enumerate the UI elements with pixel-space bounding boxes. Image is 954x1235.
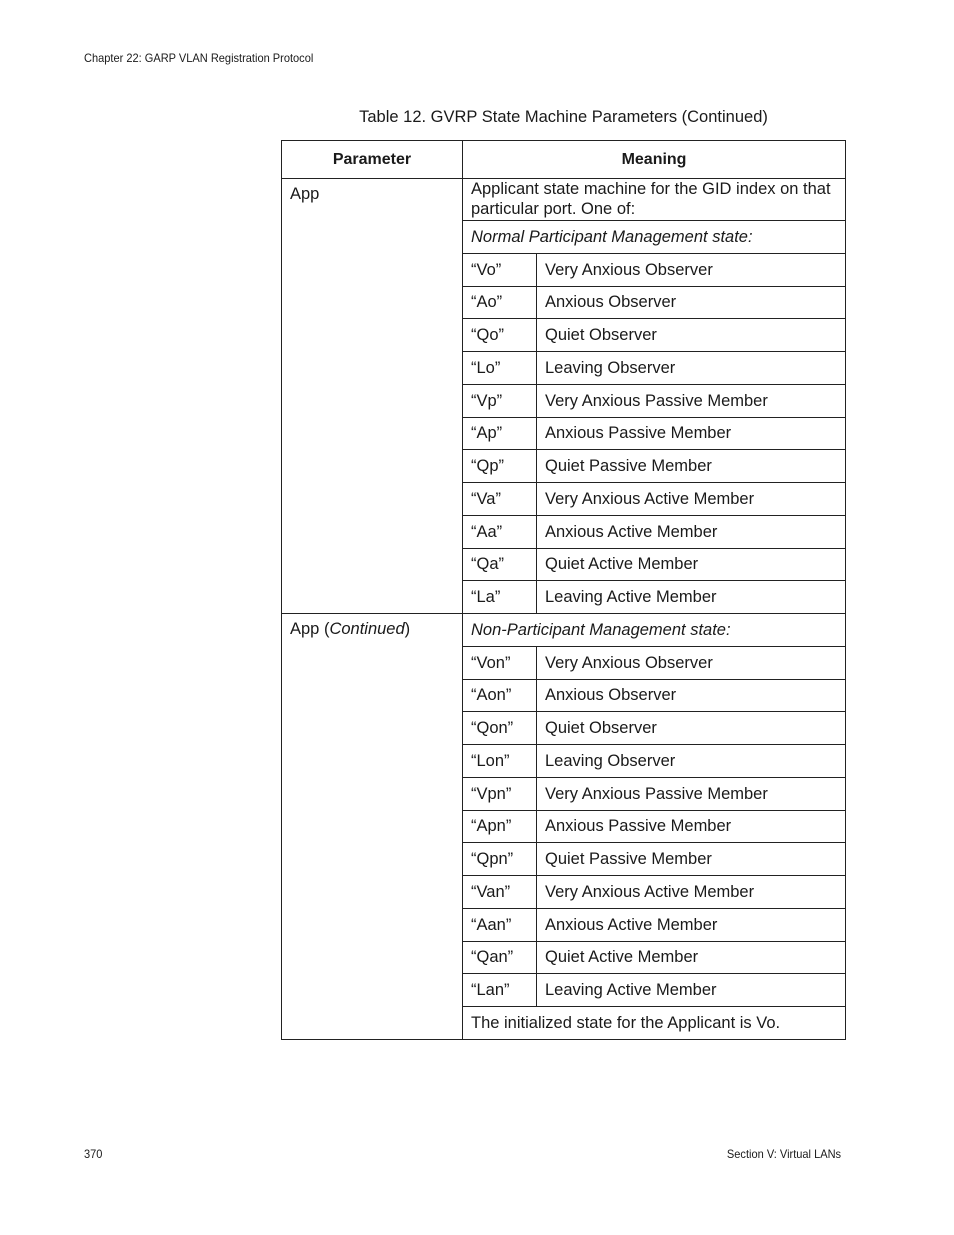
state-code: “Ao” [463, 286, 537, 319]
state-code: “Von” [463, 646, 537, 679]
parameter-cell-app-continued [282, 614, 463, 1040]
state-code: “Qon” [463, 712, 537, 745]
state-meaning: Very Anxious Passive Member [537, 384, 846, 417]
column-header-parameter: Parameter [282, 141, 463, 179]
parameter-label: App ( [290, 620, 330, 638]
state-meaning: Very Anxious Active Member [537, 876, 846, 909]
state-code: “Lon” [463, 745, 537, 778]
state-meaning: Very Anxious Observer [537, 646, 846, 679]
parameter-cell-app: App [282, 179, 463, 614]
state-code: “Apn” [463, 810, 537, 843]
state-meaning: Leaving Observer [537, 745, 846, 778]
state-code: “Lan” [463, 974, 537, 1007]
state-meaning: Quiet Passive Member [537, 450, 846, 483]
app-description: Applicant state machine for the GID index on that particular port. One of: [463, 179, 846, 221]
state-meaning: Very Anxious Observer [537, 253, 846, 286]
state-code: “Qpn” [463, 843, 537, 876]
state-code: “Qan” [463, 941, 537, 974]
state-meaning: Very Anxious Active Member [537, 483, 846, 516]
state-code: “Aon” [463, 679, 537, 712]
table-caption: Table 12. GVRP State Machine Parameters (Continued) [359, 108, 768, 126]
state-meaning: Quiet Passive Member [537, 843, 846, 876]
state-code: “Va” [463, 483, 537, 516]
state-code: “Ap” [463, 417, 537, 450]
state-meaning: Very Anxious Passive Member [537, 777, 846, 810]
state-meaning: Quiet Observer [537, 712, 846, 745]
state-code: “Aa” [463, 515, 537, 548]
state-meaning: Anxious Passive Member [537, 417, 846, 450]
state-meaning: Anxious Active Member [537, 908, 846, 941]
state-meaning: Leaving Observer [537, 352, 846, 385]
state-code: “Vp” [463, 384, 537, 417]
continued-label: Continued [329, 620, 405, 638]
state-code: “Van” [463, 876, 537, 909]
page-number: 370 [84, 1147, 103, 1161]
column-header-meaning: Meaning [463, 141, 846, 179]
gvrp-parameters-table [281, 140, 846, 1040]
state-meaning: Anxious Active Member [537, 515, 846, 548]
state-code: “Qa” [463, 548, 537, 581]
state-code: “Qp” [463, 450, 537, 483]
state-meaning: Quiet Active Member [537, 941, 846, 974]
state-meaning: Anxious Observer [537, 679, 846, 712]
state-meaning: Anxious Passive Member [537, 810, 846, 843]
subheading-non-participant: Non-Participant Management state: [463, 614, 846, 647]
state-code: “Vpn” [463, 777, 537, 810]
initial-state-note: The initialized state for the Applicant is Vo. [463, 1007, 846, 1040]
state-code: “Qo” [463, 319, 537, 352]
subheading-normal-participant: Normal Participant Management state: [463, 221, 846, 254]
state-meaning: Quiet Observer [537, 319, 846, 352]
state-code: “Vo” [463, 253, 537, 286]
state-meaning: Leaving Active Member [537, 974, 846, 1007]
state-code: “Aan” [463, 908, 537, 941]
state-meaning: Anxious Observer [537, 286, 846, 319]
state-code: “Lo” [463, 352, 537, 385]
parameter-label-suffix: ) [404, 620, 411, 638]
state-meaning: Leaving Active Member [537, 581, 846, 614]
running-header: Chapter 22: GARP VLAN Registration Protocol [84, 51, 314, 65]
state-meaning: Quiet Active Member [537, 548, 846, 581]
state-code: “La” [463, 581, 537, 614]
section-title: Section V: Virtual LANs [726, 1147, 841, 1161]
